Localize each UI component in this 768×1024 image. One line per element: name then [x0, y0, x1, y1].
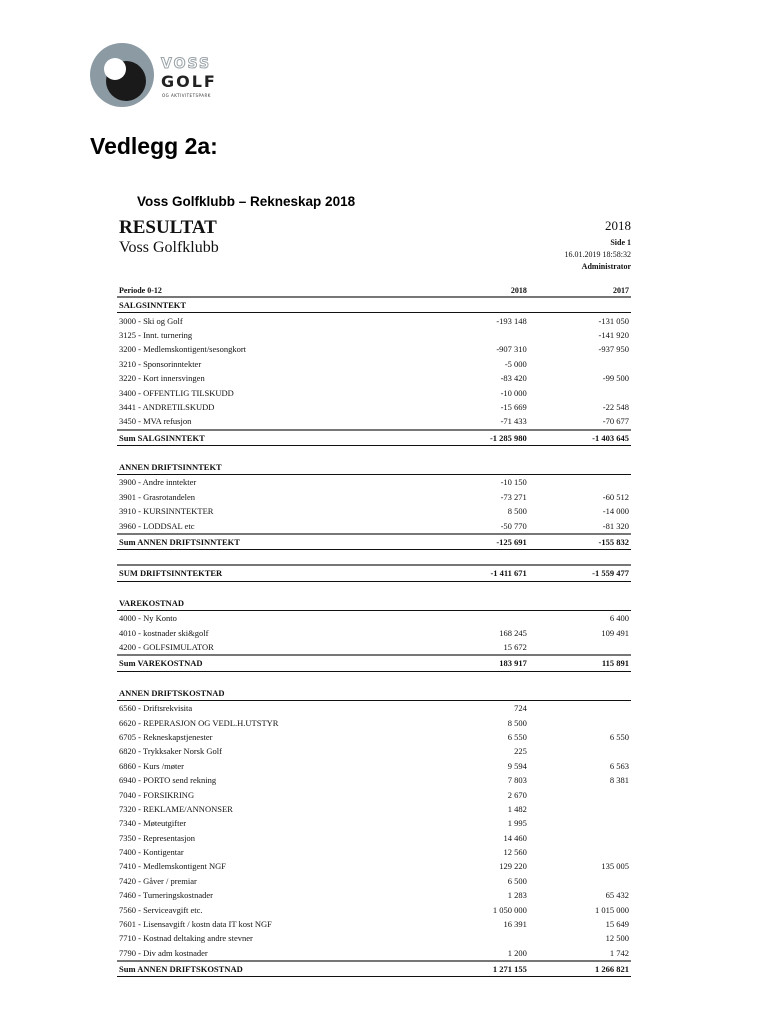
value-2017: 15 649	[605, 919, 629, 930]
value-2017	[529, 845, 631, 859]
value-2018: -5 000	[504, 358, 527, 369]
report-title: RESULTAT	[119, 217, 217, 238]
table-row	[117, 917, 631, 931]
table-row	[117, 371, 631, 385]
account-name: 6820 - Trykksaker Norsk Golf	[119, 746, 222, 757]
value-2018: 8 500	[507, 506, 527, 517]
value-2017: -131 050	[598, 315, 629, 326]
value-2017: -937 950	[598, 344, 629, 355]
sum-2017: -1 403 645	[529, 430, 631, 446]
value-2017	[529, 385, 631, 399]
account-name: 7560 - Serviceavgift etc.	[119, 904, 203, 915]
value-2017: 1 015 000	[595, 904, 629, 915]
page-subtitle: Voss Golfklubb – Rekneskap 2018	[137, 194, 356, 209]
value-2018: 2 670	[507, 789, 527, 800]
sum-2017: 1 266 821	[529, 961, 631, 977]
page-heading: Vedlegg 2a:	[90, 133, 218, 159]
table-row	[117, 931, 631, 945]
value-2018: -73 271	[500, 491, 527, 502]
value-2018: -50 770	[500, 520, 527, 531]
value-2018: 16 391	[503, 919, 527, 930]
account-name: 3000 - Ski og Golf	[119, 315, 183, 326]
table-row	[117, 744, 631, 758]
account-name: 7460 - Turneringskostnader	[119, 890, 213, 901]
value-2017	[529, 787, 631, 801]
spacer-cell	[117, 581, 631, 596]
table-row	[117, 902, 631, 916]
sum-label: Sum ANNEN DRIFTSKOSTNAD	[117, 961, 398, 977]
value-2017: -81 320	[602, 520, 629, 531]
account-name: 7790 - Div adm kostnader	[119, 947, 208, 958]
value-2018	[398, 931, 529, 945]
sum-label: Sum VAREKOSTNAD	[117, 655, 398, 671]
account-name: 3220 - Kort innersvingen	[119, 373, 205, 384]
account-name: 7410 - Medlemskontigent NGF	[119, 861, 226, 872]
column-header-2018: 2018	[398, 284, 529, 297]
value-2017	[529, 831, 631, 845]
account-name: 3125 - Innt. turnering	[119, 329, 193, 340]
section-sum-row	[117, 534, 631, 550]
spacer-row	[117, 445, 631, 460]
value-2018: -15 669	[500, 401, 527, 412]
account-name: 6620 - REPERASJON OG VEDL.H.UTSTYR	[119, 717, 279, 728]
column-header-row	[117, 284, 631, 297]
value-2018: 6 550	[507, 731, 527, 742]
spacer-row	[117, 550, 631, 566]
value-2017	[529, 802, 631, 816]
account-name: 7710 - Kostnad deltaking andre stevner	[119, 933, 253, 944]
value-2018: 8 500	[507, 717, 527, 728]
value-2017	[529, 640, 631, 655]
report-timestamp: 16.01.2019 18:58:32	[564, 250, 631, 259]
value-2017: -99 500	[602, 373, 629, 384]
table-row	[117, 611, 631, 626]
account-name: 3901 - Grasrotandelen	[119, 491, 196, 502]
table-row	[117, 342, 631, 356]
value-2018	[398, 611, 529, 626]
account-name: 6940 - PORTO send rekning	[119, 775, 217, 786]
value-2017: 6 563	[609, 760, 629, 771]
sum-2018: 183 917	[398, 655, 529, 671]
sum-2017: 115 891	[529, 655, 631, 671]
value-2018: 12 560	[503, 847, 527, 858]
sum-label: Sum ANNEN DRIFTSINNTEKT	[117, 534, 398, 550]
value-2017: -22 548	[602, 401, 629, 412]
table-row	[117, 831, 631, 845]
table-row	[117, 845, 631, 859]
value-2017	[529, 475, 631, 490]
table-row	[117, 715, 631, 729]
column-header-period: Periode 0-12	[117, 284, 398, 297]
spacer-cell	[117, 550, 631, 566]
section-title: SALGSINNTEKT	[117, 297, 631, 313]
value-2018: 168 245	[499, 627, 527, 638]
value-2017: -14 000	[602, 506, 629, 517]
table-row	[117, 625, 631, 639]
section-header	[117, 297, 631, 313]
spacer-cell	[117, 671, 631, 686]
section-sum-row	[117, 655, 631, 671]
account-name: 3210 - Sponsorinntekter	[119, 358, 202, 369]
sum-2018: -1 285 980	[398, 430, 529, 446]
value-2018: 129 220	[499, 861, 527, 872]
value-2017	[529, 816, 631, 830]
table-row	[117, 787, 631, 801]
section-sum-row	[117, 430, 631, 446]
report-year: 2018	[605, 218, 631, 233]
value-2018: 724	[514, 703, 527, 714]
value-2017: 109 491	[601, 627, 629, 638]
sum-label: Sum SALGSINNTEKT	[117, 430, 398, 446]
value-2017: 135 005	[601, 861, 629, 872]
value-2017: -70 677	[602, 416, 629, 427]
section-title: ANNEN DRIFTSINNTEKT	[117, 460, 631, 475]
account-name: 3450 - MVA refusjon	[119, 416, 192, 427]
grand-total-label: SUM DRIFTSINNTEKTER	[117, 565, 398, 581]
account-name: 3910 - KURSINNTEKTER	[119, 506, 214, 517]
value-2018: 1 050 000	[492, 904, 527, 915]
table-row	[117, 328, 631, 342]
value-2017	[529, 715, 631, 729]
table-row	[117, 700, 631, 715]
value-2017: -60 512	[602, 491, 629, 502]
logo-text-golf: GOLF	[161, 72, 217, 91]
account-name: 3960 - LODDSAL etc	[119, 520, 195, 531]
table-row	[117, 640, 631, 655]
table-row	[117, 946, 631, 961]
grand-total-2017: -1 559 477	[529, 565, 631, 581]
report-organization: Voss Golfklubb	[119, 239, 219, 256]
section-header	[117, 460, 631, 475]
account-name: 6705 - Rekneskapstjenester	[119, 731, 213, 742]
table-row	[117, 414, 631, 429]
value-2018: 1 482	[507, 803, 527, 814]
column-header-2017: 2017	[529, 284, 631, 297]
account-name: 7400 - Kontigentar	[119, 847, 184, 858]
value-2017: 6 550	[609, 731, 629, 742]
value-2017: 6 400	[609, 613, 629, 624]
table-row	[117, 773, 631, 787]
golf-ball-logo-icon	[90, 43, 154, 107]
table-row	[117, 802, 631, 816]
table-row	[117, 490, 631, 504]
value-2017	[529, 357, 631, 371]
sum-2018: 1 271 155	[398, 961, 529, 977]
value-2018: -907 310	[496, 344, 527, 355]
value-2018: 1 283	[507, 890, 527, 901]
spacer-row	[117, 581, 631, 596]
value-2017	[529, 874, 631, 888]
value-2018: -10 150	[500, 477, 527, 488]
table-row	[117, 400, 631, 414]
section-header	[117, 596, 631, 611]
table-row	[117, 504, 631, 518]
section-title: ANNEN DRIFTSKOSTNAD	[117, 686, 631, 701]
account-name: 6560 - Driftsrekvisita	[119, 703, 193, 714]
account-name: 7420 - Gåver / premiar	[119, 875, 197, 886]
logo-text-voss: VOSS	[161, 56, 212, 72]
table-row	[117, 357, 631, 371]
report-page: Side 1	[610, 238, 631, 247]
report-meta	[565, 237, 631, 273]
sum-2018: -125 691	[398, 534, 529, 550]
account-name: 7601 - Lisensavgift / kostn data IT kost NGF	[119, 919, 272, 930]
account-name: 3400 - OFFENTLIG TILSKUDD	[119, 387, 234, 398]
value-2017: 65 432	[605, 890, 629, 901]
table-row	[117, 313, 631, 328]
value-2017: -141 920	[598, 329, 629, 340]
voss-golf-logo	[90, 43, 230, 113]
account-name: 3200 - Medlemskontigent/sesongkort	[119, 344, 247, 355]
table-row	[117, 475, 631, 490]
value-2017	[529, 700, 631, 715]
value-2018: 9 594	[507, 760, 527, 771]
table-row	[117, 759, 631, 773]
value-2018: 6 500	[507, 875, 527, 886]
value-2017: 12 500	[605, 933, 629, 944]
logo-text-sub: OG AKTIVITETSPARK	[162, 93, 211, 98]
value-2018	[398, 328, 529, 342]
spacer-row	[117, 671, 631, 686]
grand-total-2018: -1 411 671	[398, 565, 529, 581]
table-row	[117, 888, 631, 902]
account-name: 4000 - Ny Konto	[119, 613, 177, 624]
value-2018: 1 200	[507, 947, 527, 958]
account-name: 7040 - FORSIKRING	[119, 789, 195, 800]
account-name: 4200 - GOLFSIMULATOR	[119, 642, 214, 652]
account-name: 3441 - ANDRETILSKUDD	[119, 401, 215, 412]
value-2018: -83 420	[500, 373, 527, 384]
section-header	[117, 686, 631, 701]
section-title: VAREKOSTNAD	[117, 596, 631, 611]
account-name: 7320 - REKLAME/ANNONSER	[119, 803, 233, 814]
value-2018: 15 672	[503, 642, 527, 652]
account-name: 4010 - kostnader ski&golf	[119, 627, 209, 638]
account-name: 3900 - Andre inntekter	[119, 477, 197, 488]
value-2018: 14 460	[503, 832, 527, 843]
table-row	[117, 816, 631, 830]
account-name: 7350 - Representasjon	[119, 832, 196, 843]
report-user: Administrator	[581, 262, 631, 271]
section-sum-row	[117, 961, 631, 977]
table-row	[117, 518, 631, 533]
account-name: 7340 - Møteutgifter	[119, 818, 187, 829]
sum-2017: -155 832	[529, 534, 631, 550]
value-2017: 8 381	[609, 775, 629, 786]
grand-total-row	[117, 565, 631, 581]
value-2018: 1 995	[507, 818, 527, 829]
table-row	[117, 730, 631, 744]
value-2018: 7 803	[507, 775, 527, 786]
spacer-cell	[117, 445, 631, 460]
value-2018: -193 148	[496, 315, 527, 326]
value-2017	[529, 744, 631, 758]
value-2018: -10 000	[500, 387, 527, 398]
value-2017: 1 742	[609, 947, 629, 958]
table-row	[117, 385, 631, 399]
table-row	[117, 874, 631, 888]
value-2018: -71 433	[500, 416, 527, 427]
account-name: 6860 - Kurs /møter	[119, 760, 184, 771]
income-table	[117, 284, 631, 977]
table-row	[117, 859, 631, 873]
value-2018: 225	[514, 746, 527, 757]
